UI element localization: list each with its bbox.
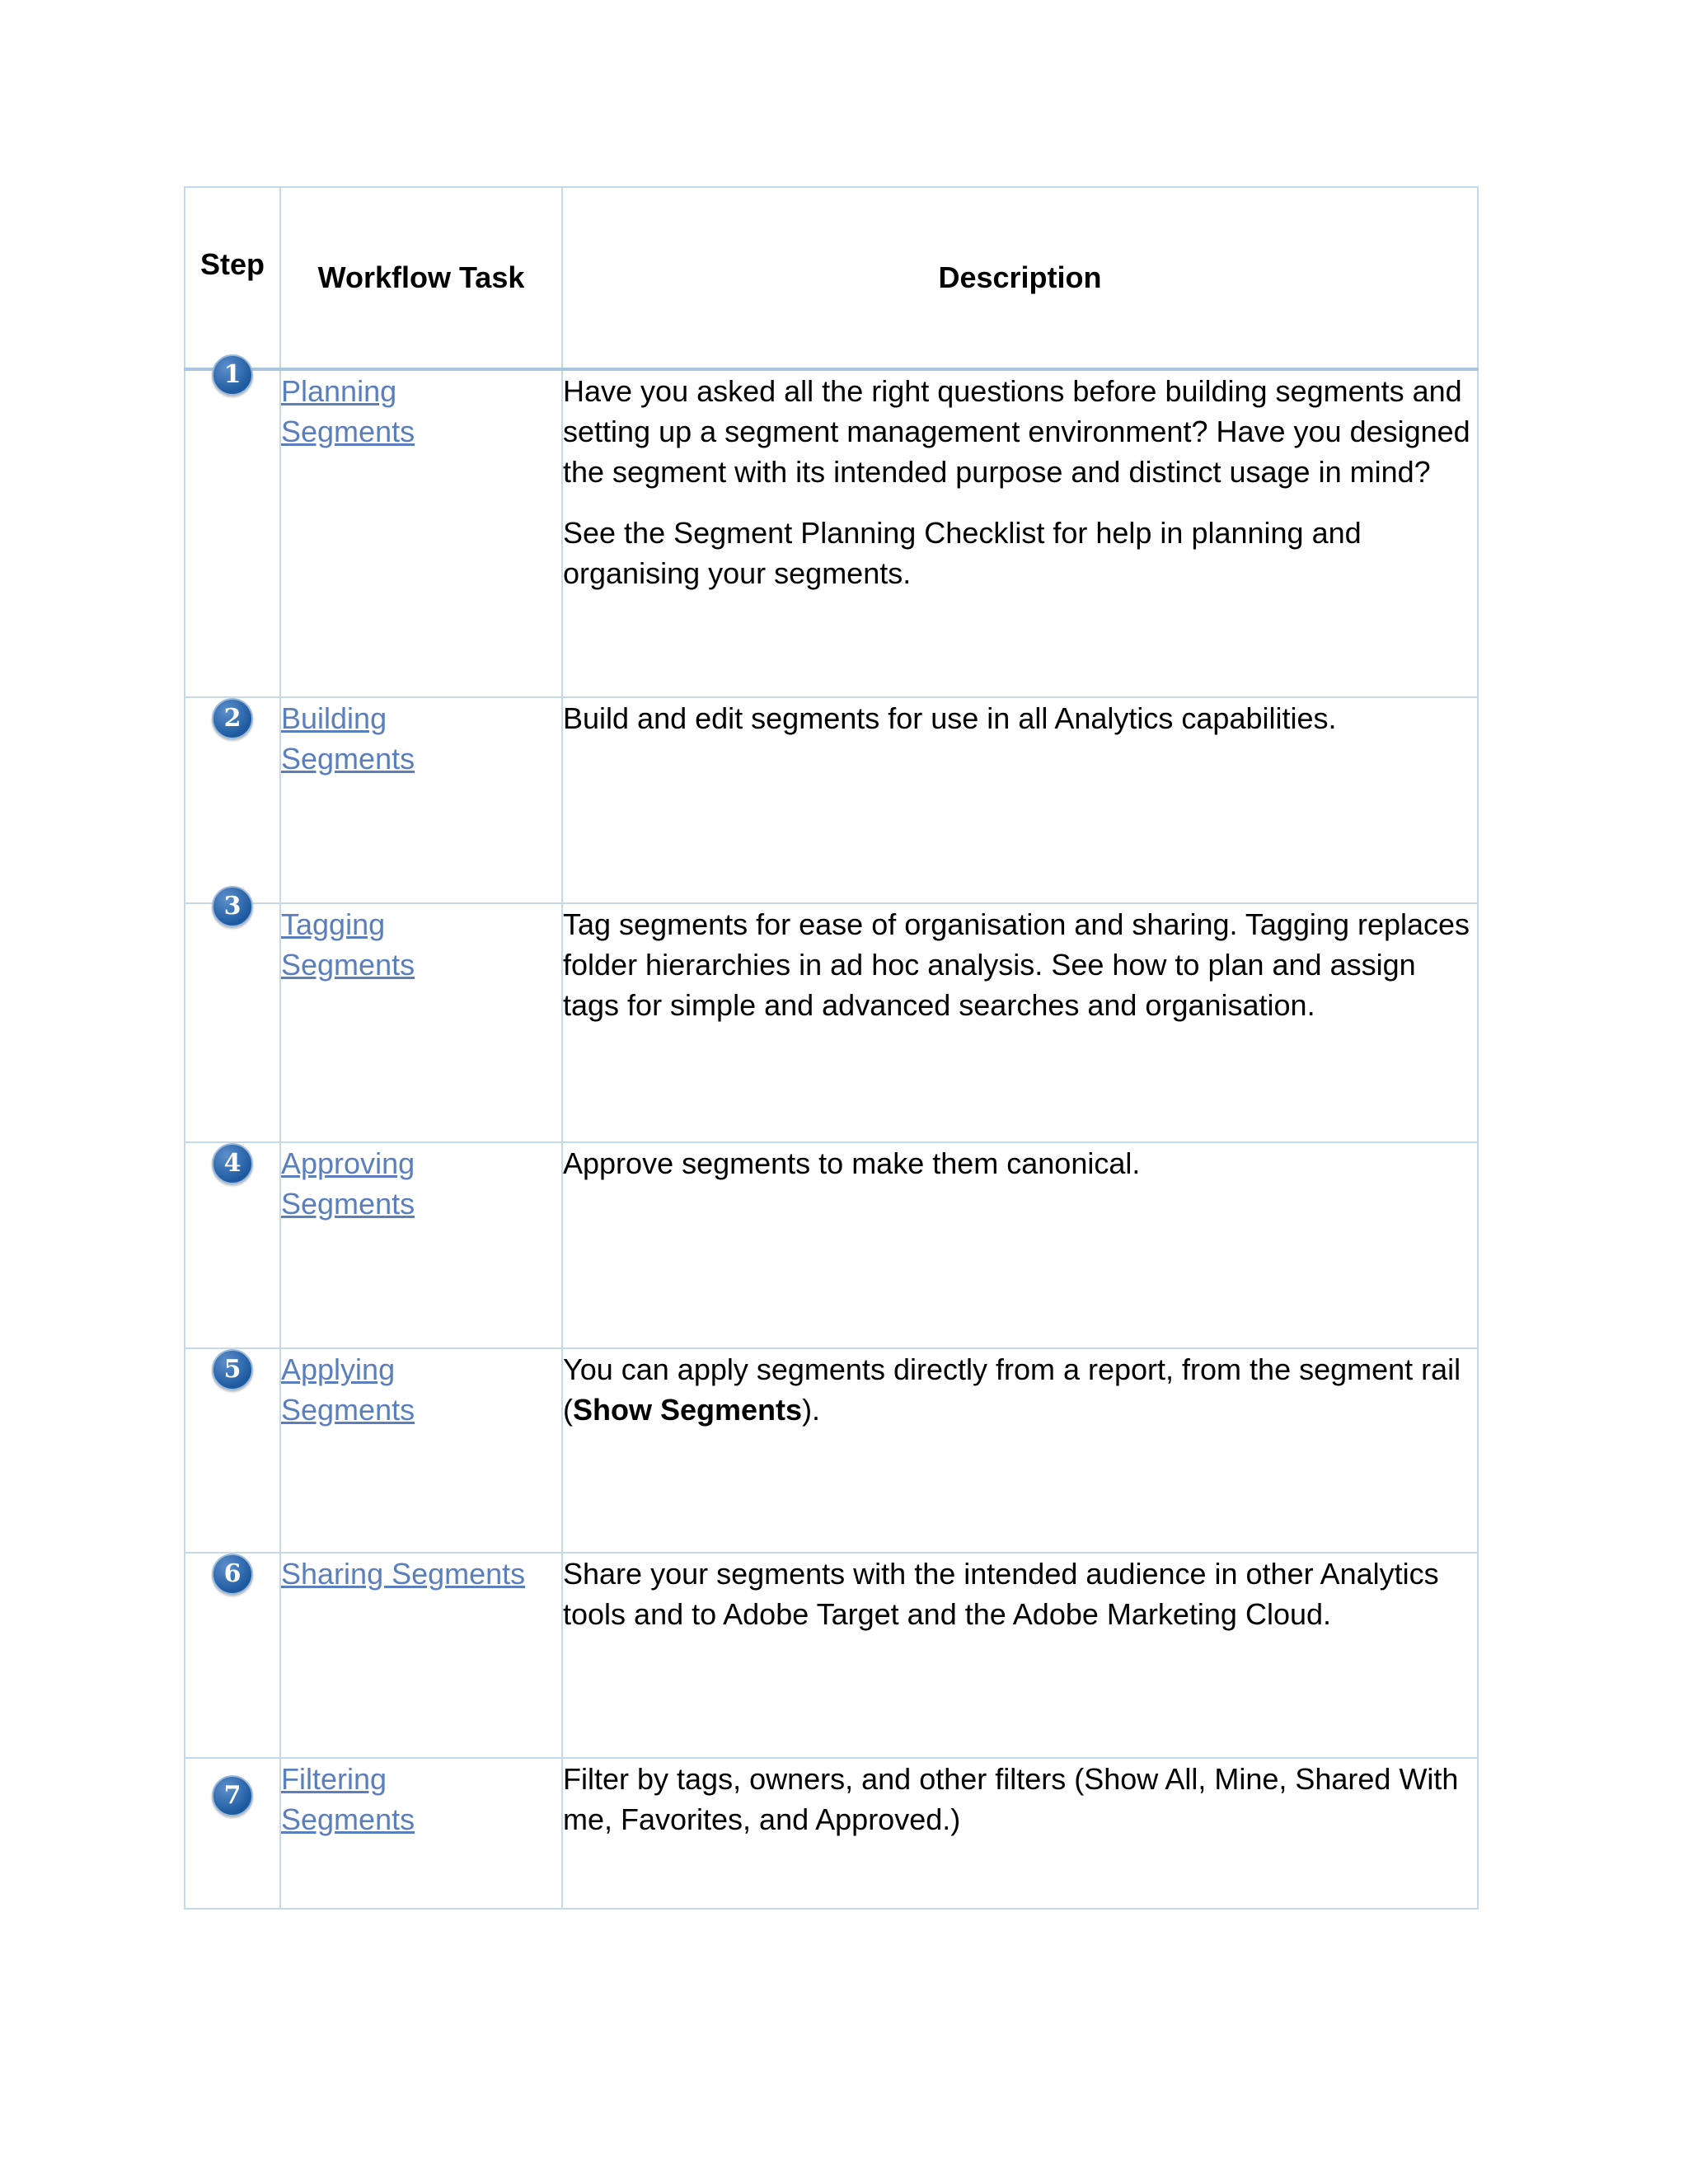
description-cell — [562, 1142, 1478, 1348]
header-workflow-task: Workflow Task — [280, 187, 562, 369]
table-row — [185, 1348, 1478, 1553]
table-row — [185, 697, 1478, 903]
description-cell — [562, 1348, 1478, 1553]
step-cell — [185, 360, 280, 697]
approving-segments-link[interactable]: Approving Segments — [281, 1146, 415, 1221]
step-number-badge: 6 — [212, 1554, 253, 1595]
description-text: Have you asked all the right questions before building segments and setting up a segment management environment? Have you designed the segment with its intended purpose and distinct usage in mind? — [563, 374, 1470, 489]
task-cell — [280, 1553, 562, 1758]
description-cell — [562, 1758, 1478, 1909]
table-row — [185, 1758, 1478, 1909]
description-text: You can apply segments directly from a report, from the segment rail (Show Segments). — [563, 1352, 1461, 1427]
description-text: Approve segments to make them canonical. — [563, 1146, 1141, 1180]
step-cell — [185, 1142, 280, 1348]
task-cell — [280, 697, 562, 903]
step-number-badge: 1 — [212, 354, 253, 396]
step-number-badge: 2 — [212, 698, 253, 739]
description-text: Build and edit segments for use in all Analytics capabilities. — [563, 701, 1337, 735]
description-cell — [562, 697, 1478, 903]
sharing-segments-link[interactable]: Sharing Segments — [281, 1557, 526, 1591]
task-cell — [280, 369, 562, 697]
header-row — [185, 187, 1478, 369]
step-number-badge: 7 — [212, 1775, 253, 1816]
workflow-table — [184, 186, 1479, 1910]
filtering-segments-link[interactable]: Filtering Segments — [281, 1762, 415, 1836]
description-cell — [562, 1553, 1478, 1758]
step-cell — [185, 892, 280, 1142]
step-number-badge: 4 — [212, 1143, 253, 1184]
table-row — [185, 1553, 1478, 1758]
table-row — [185, 369, 1478, 697]
description-text: See the Segment Planning Checklist for help in planning and organising your segments. — [563, 516, 1362, 590]
description-text: Filter by tags, owners, and other filters (Show All, Mine, Shared With me, Favorites, and Approved.) — [563, 1762, 1459, 1836]
step-cell — [185, 697, 280, 903]
task-cell — [280, 1142, 562, 1348]
task-cell — [280, 1348, 562, 1553]
step-number-badge: 5 — [212, 1349, 253, 1390]
step-cell — [185, 1758, 280, 1909]
description-cell — [562, 369, 1478, 697]
task-cell — [280, 1758, 562, 1909]
description-text: Share your segments with the intended audience in other Analytics tools and to Adobe Target and the Adobe Marketing Cloud. — [563, 1557, 1439, 1631]
task-cell — [280, 903, 562, 1142]
applying-segments-link[interactable]: Applying Segments — [281, 1352, 415, 1427]
step-cell — [185, 1553, 280, 1758]
show-segments-label: Show Segments — [573, 1393, 803, 1427]
table-row — [185, 903, 1478, 1142]
step-cell — [185, 1348, 280, 1553]
building-segments-link[interactable]: Building Segments — [281, 701, 415, 776]
tagging-segments-link[interactable]: Tagging Segments — [281, 907, 415, 982]
description-text: Tag segments for ease of organisation and sharing. Tagging replaces folder hierarchies in ad hoc analysis. See how to plan and assign tags for simple and advanced searches and organisation. — [563, 907, 1470, 1022]
planning-segments-link[interactable]: Planning Segments — [281, 374, 415, 448]
header-step: Step — [185, 187, 280, 369]
table-row — [185, 1142, 1478, 1348]
step-number-badge: 3 — [212, 886, 253, 927]
description-cell — [562, 903, 1478, 1142]
header-description: Description — [562, 187, 1478, 369]
